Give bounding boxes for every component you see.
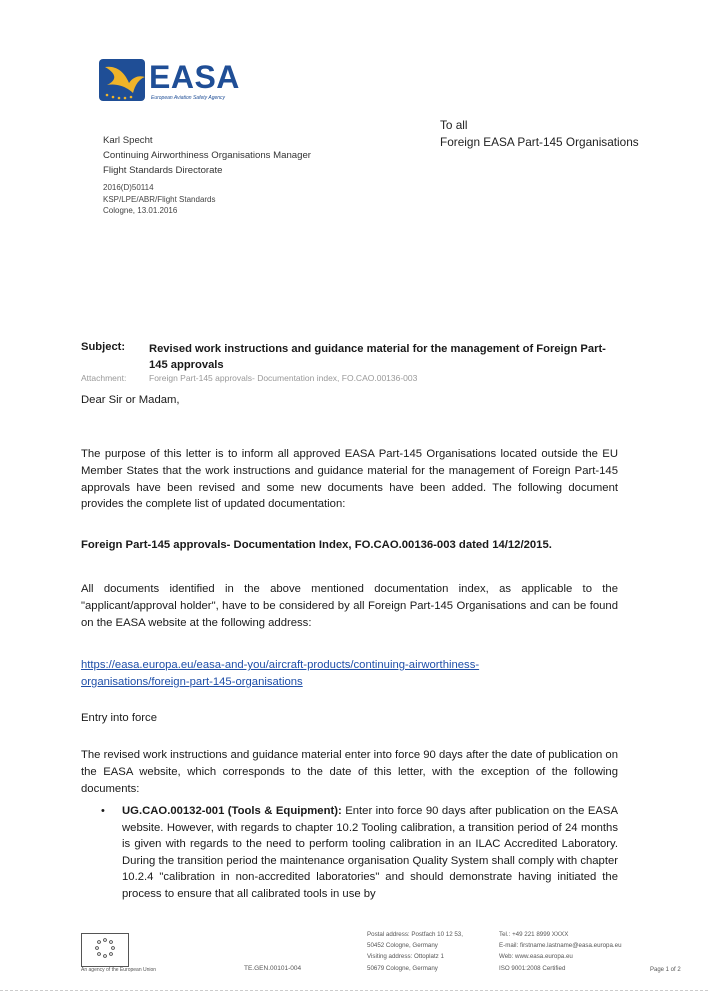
attachment-label: Attachment:	[81, 373, 127, 383]
postal-address: Postal address: Postfach 10 12 53,	[367, 931, 463, 938]
reference-number: 2016(D)50114	[103, 183, 154, 192]
subject-text: Revised work instructions and guidance material for the management of Foreign Part-145 approvals	[149, 343, 606, 371]
paragraph-purpose: The purpose of this letter is to inform all approved EASA Part-145 Organisations located outside the EU Member States that the work instructions and guidance material for the management of Foreign Part-145 approvals have been revised and some new documents have been added. The following document provides the complete list of updated documentation:	[81, 448, 618, 511]
visiting-address: Visiting address: Ottoplatz 1	[367, 953, 444, 961]
reference-code: KSP/LPE/ABR/Flight Standards	[103, 194, 216, 204]
easa-website-link[interactable]: https://easa.europa.eu/easa-and-you/aircraft-products/continuing-airworthiness-organisations/foreign-part-145-organisations	[81, 659, 480, 688]
telephone: Tel.: +49 221 8999 XXXX	[499, 931, 569, 938]
logo-wordmark: EASA	[149, 59, 240, 95]
place-date: Cologne, 13.01.2016	[103, 206, 178, 216]
heading-entry-into-force: Entry into force	[81, 712, 157, 724]
easa-logo	[99, 57, 249, 107]
website: Web: www.easa.europa.eu	[499, 953, 573, 961]
iso-certification: ISO 9001:2008 Certified	[499, 964, 566, 972]
easa-bird-icon	[99, 57, 149, 103]
paragraph-entry: The revised work instructions and guidance material enter into force 90 days after the date of publication on the EASA website, which corresponds to the date of this letter, with the exception of the following documents:	[81, 749, 618, 795]
postal-city: 50452 Cologne, Germany	[367, 942, 438, 950]
page-number: Page 1 of 2	[650, 967, 681, 973]
paragraph-documents: All documents identified in the above mentioned documentation index, as applicable to the "applicant/approval holder", have to be considered by all Foreign Part-145 Organisations and can be found on the EASA website at the following address:	[81, 583, 618, 629]
bullet-doc-ref: UG.CAO.00132-001 (Tools & Equipment):	[122, 805, 342, 817]
visiting-city: 50679 Cologne, Germany	[367, 964, 438, 972]
bullet-tools-equipment	[122, 803, 618, 903]
sender-role: Continuing Airworthiness Organisations Manager	[103, 150, 311, 161]
template-code: TE.GEN.00101-004	[244, 965, 302, 972]
eu-agency-label: An agency of the European Union	[81, 967, 157, 973]
reference-block	[103, 182, 216, 217]
bullet-icon: •	[101, 805, 105, 817]
recipient-line1: To all	[440, 118, 468, 132]
recipient-block	[440, 117, 639, 151]
sender-block	[103, 133, 311, 178]
salutation: Dear Sir or Madam,	[81, 394, 180, 406]
recipient-line2: Foreign EASA Part-145 Organisations	[440, 135, 639, 149]
footer-divider	[0, 990, 708, 991]
logo-subtitle: European Aviation Safety Agency	[151, 95, 226, 101]
documentation-index: Foreign Part-145 approvals- Documentation Index, FO.CAO.00136-003 dated 14/12/2015.	[81, 539, 552, 551]
attachment-text: Foreign Part-145 approvals- Documentation index, FO.CAO.00136-003	[149, 373, 418, 383]
bullet-description: Enter into force 90 days after publication on the EASA website. However, with regards to chapter 10.2 Tooling calibration, a transition period of 24 months is given with regards to the need to perform tooling calibration in an ILAC Accredited Laboratory. During the transition period the maintenance organisation Quality System shall comply with chapter 10.2.4 "calibration in non-accredited laboratories" and should demonstrate having initiated the process to ensure that all calibrated tools in use by	[122, 805, 618, 900]
sender-directorate: Flight Standards Directorate	[103, 165, 223, 176]
subject-label: Subject:	[81, 341, 126, 353]
footer-contact	[499, 929, 622, 974]
eu-flag-icon	[81, 933, 129, 967]
footer-address	[367, 929, 463, 974]
email: E-mail: firstname.lastname@easa.europa.eu	[499, 942, 622, 950]
sender-name: Karl Specht	[103, 135, 153, 146]
